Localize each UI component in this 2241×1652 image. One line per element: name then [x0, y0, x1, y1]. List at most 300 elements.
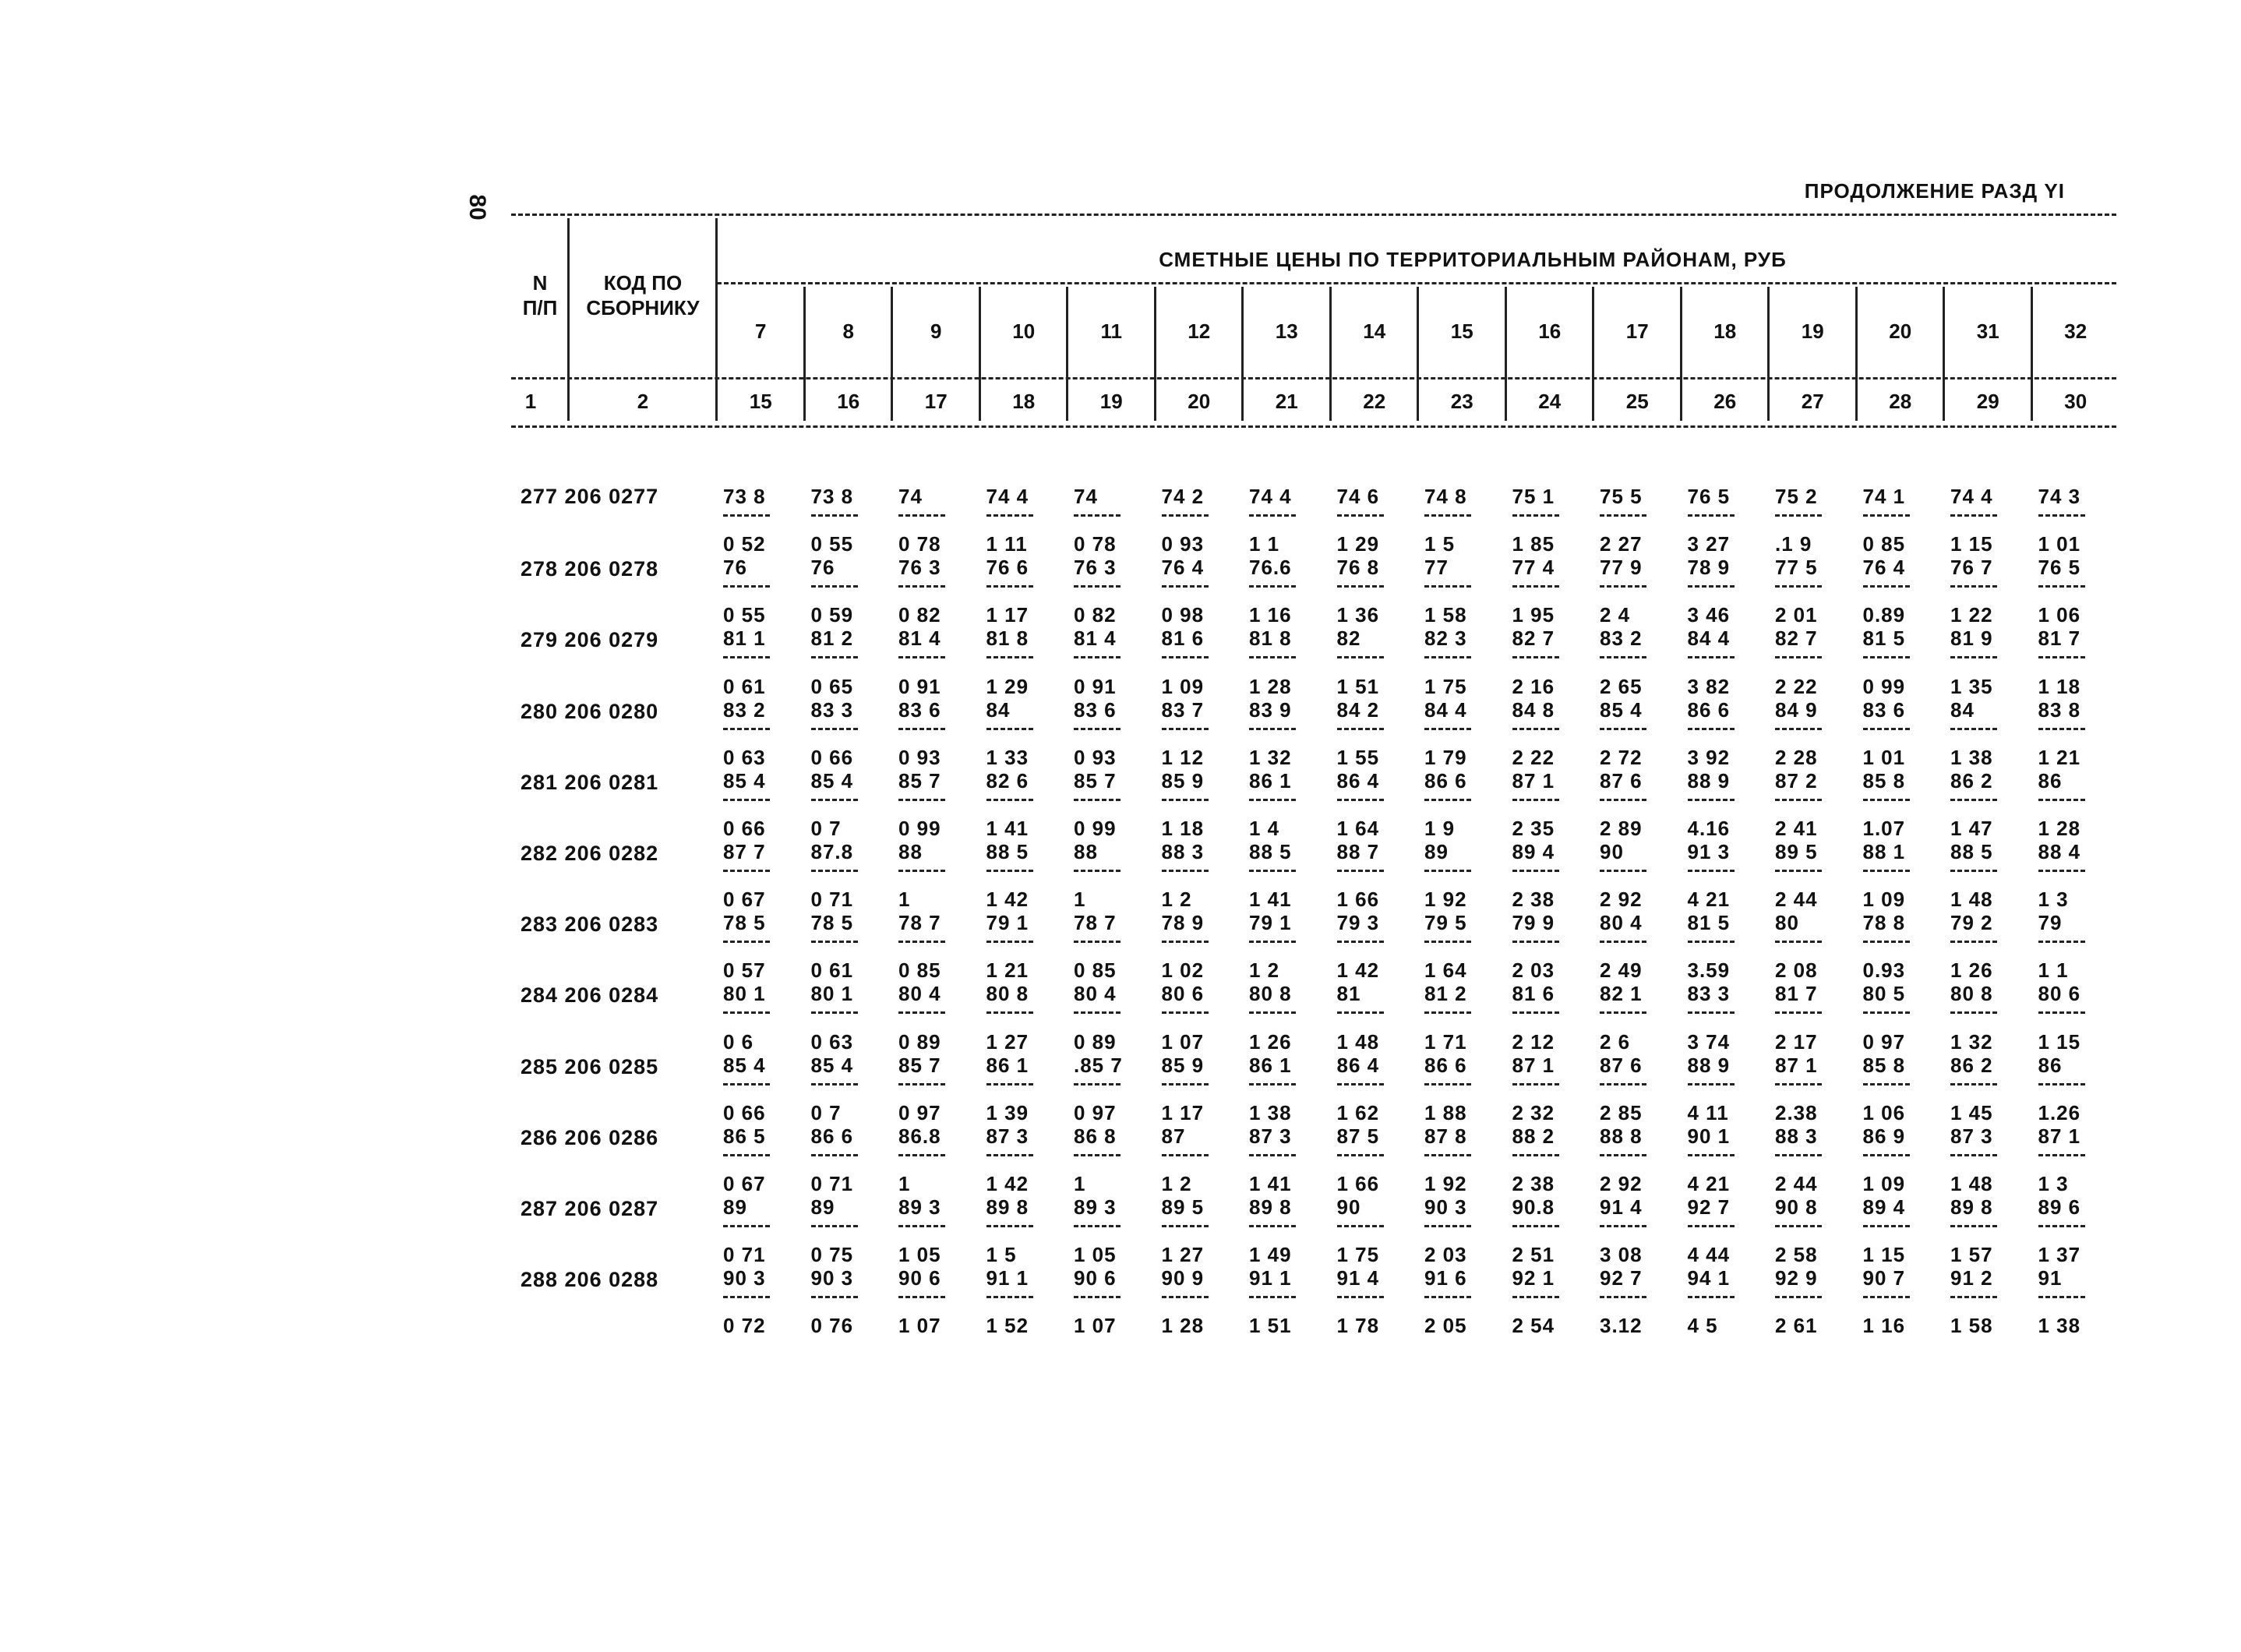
price-value: 85 8 [1862, 1053, 1906, 1077]
value-separator [1600, 1225, 1646, 1227]
price-value: 75 2 [1775, 485, 1818, 508]
value-separator [986, 941, 1033, 943]
coefficient-value: 1 9 [1424, 817, 1456, 840]
value-separator [1950, 1011, 1997, 1014]
value-separator [1512, 870, 1559, 872]
price-value: 87 [1161, 1124, 1186, 1148]
value-separator [898, 1011, 945, 1014]
price-value: 84 4 [1424, 697, 1467, 722]
value-separator [1074, 1154, 1120, 1156]
price-value: 74 8 [1424, 485, 1467, 508]
coefficient-value: 2 54 [1512, 1314, 1555, 1338]
price-value: 91 6 [1424, 1266, 1467, 1290]
price-value: 92 9 [1775, 1266, 1818, 1290]
coefficient-value: 1 32 [1249, 745, 1292, 769]
price-value: 86 1 [986, 1053, 1029, 1077]
coefficient-value: 2 03 [1424, 1243, 1467, 1267]
coefficient-value: 2 72 [1600, 745, 1643, 769]
value-separator [986, 656, 1033, 658]
value-separator [723, 1296, 770, 1298]
coefficient-value: 1 15 [1950, 532, 1993, 556]
district-16: 16 [1538, 319, 1562, 343]
value-separator [1688, 728, 1735, 730]
value-separator [898, 514, 945, 517]
price-value: 88 7 [1336, 840, 1380, 863]
price-value: 83 3 [1687, 982, 1731, 1006]
price-value: 83 2 [723, 697, 766, 722]
value-separator [1337, 728, 1384, 730]
value-separator [1074, 1083, 1120, 1085]
price-value: 90 [1336, 1195, 1361, 1219]
price-value: 90 [1600, 840, 1624, 863]
value-separator [1775, 1154, 1822, 1156]
coefficient-value: 2 49 [1600, 958, 1643, 983]
price-value: 91 [2038, 1266, 2063, 1290]
value-separator [723, 514, 770, 517]
coefficient-value: 2 41 [1775, 817, 1818, 840]
price-value: 80 4 [898, 982, 941, 1006]
value-separator [723, 870, 770, 872]
price-value: 88 3 [1775, 1124, 1818, 1148]
value-separator [2038, 941, 2085, 943]
price-value: 80 8 [986, 982, 1029, 1006]
price-value: 87 1 [1512, 1053, 1555, 1077]
value-separator [1249, 870, 1296, 872]
price-value: 89 5 [1161, 1195, 1205, 1219]
coefficient-value: 1 49 [1249, 1243, 1292, 1267]
value-separator [2038, 728, 2085, 730]
coefficient-value: 1 07 [1074, 1314, 1117, 1338]
colnum-24: 24 [1538, 390, 1562, 413]
price-value: 78 9 [1687, 556, 1731, 580]
coefficient-value: 2 01 [1775, 603, 1818, 627]
price-value: 85 7 [898, 1053, 941, 1077]
coefficient-value: 0 75 [810, 1243, 854, 1267]
price-value: 86 6 [1687, 697, 1731, 722]
price-value: 82 3 [1424, 627, 1467, 651]
coefficient-value: 1 85 [1512, 532, 1555, 556]
value-separator [1775, 1225, 1822, 1227]
price-value: 80 8 [1950, 982, 1993, 1006]
price-value: 77 4 [1512, 556, 1555, 580]
price-value: 81 7 [2038, 627, 2081, 651]
value-separator [1249, 1083, 1296, 1085]
coefficient-value: 0 67 [723, 888, 766, 912]
coefficient-value: 1 38 [1249, 1100, 1292, 1124]
coefficient-value: 4.16 [1687, 817, 1731, 840]
coefficient-value: 1 66 [1336, 888, 1380, 912]
coefficient-value: 1 05 [898, 1243, 941, 1267]
coefficient-value: 0 82 [1074, 603, 1117, 627]
coefficient-value: 1 1 [2038, 958, 2069, 983]
price-value: 90 7 [1862, 1266, 1906, 1290]
value-separator [898, 1083, 945, 1085]
price-value: 81 2 [1424, 982, 1467, 1006]
value-separator [1512, 799, 1559, 801]
coefficient-value: 0 7 [810, 1100, 842, 1124]
value-separator [1512, 941, 1559, 943]
coefficient-value: 1 32 [1950, 1029, 1993, 1054]
coefficient-value: 4 11 [1687, 1100, 1729, 1124]
coefficient-value: 2 28 [1775, 745, 1818, 769]
coefficient-value: 1 75 [1336, 1243, 1380, 1267]
coefficient-value: 1 71 [1424, 1029, 1467, 1054]
price-value: 89 8 [1249, 1195, 1292, 1219]
row-label: 286 206 0286 [521, 1125, 659, 1149]
price-value: 86 [2038, 1053, 2063, 1077]
price-value: 74 3 [2038, 485, 2081, 508]
coefficient-value: 0 55 [723, 603, 766, 627]
price-value: 76 6 [986, 556, 1029, 580]
price-value: 88 [898, 840, 923, 863]
price-value: 91 4 [1600, 1195, 1643, 1219]
row-label: 285 206 0285 [521, 1054, 659, 1078]
price-value: 87 3 [1249, 1124, 1292, 1148]
price-value: 88 5 [986, 840, 1029, 863]
value-separator [1424, 1083, 1471, 1085]
value-separator [1688, 1083, 1735, 1085]
coefficient-value: 2 92 [1600, 888, 1643, 912]
value-separator [1512, 728, 1559, 730]
price-value: 89 [1424, 840, 1449, 863]
value-separator [986, 1154, 1033, 1156]
colnum-15: 15 [749, 390, 772, 413]
coefficient-value: 1 [898, 1172, 911, 1195]
value-separator [1600, 870, 1646, 872]
value-separator [1600, 656, 1646, 658]
coefficient-value: 0 97 [1074, 1100, 1117, 1124]
value-separator [1600, 1154, 1646, 1156]
price-value: 88 2 [1512, 1124, 1555, 1148]
value-separator [1249, 1154, 1296, 1156]
coefficient-value: 1 [1074, 1172, 1086, 1195]
colnum-18: 18 [1012, 390, 1036, 413]
coefficient-value: 3 82 [1687, 674, 1731, 698]
value-separator [811, 1154, 858, 1156]
price-value: 81 5 [1687, 911, 1731, 935]
np-label-2: П/П [522, 296, 558, 319]
coefficient-value: 1 55 [1336, 745, 1380, 769]
value-separator [986, 1296, 1033, 1298]
price-value: 85 9 [1161, 1053, 1205, 1077]
price-value: 87 1 [1512, 768, 1555, 792]
price-value: 82 [1336, 627, 1361, 651]
price-value: 79 3 [1336, 911, 1380, 935]
coefficient-value: 1 48 [1950, 888, 1993, 912]
price-value: 82 1 [1600, 982, 1643, 1006]
value-separator [1863, 1225, 1910, 1227]
value-separator [2038, 799, 2085, 801]
district-15: 15 [1450, 319, 1473, 343]
price-value: 80 1 [810, 982, 854, 1006]
price-value: 85 7 [1074, 768, 1117, 792]
price-value: 80 8 [1249, 982, 1292, 1006]
coefficient-value: 1 51 [1336, 674, 1380, 698]
price-value: 77 9 [1600, 556, 1643, 580]
price-value: 80 5 [1862, 982, 1906, 1006]
price-value: 88 4 [2038, 840, 2081, 863]
value-separator [811, 1296, 858, 1298]
coefficient-value: 0 98 [1161, 603, 1205, 627]
rule-mid [511, 377, 2116, 379]
coefficient-value: 2 05 [1424, 1314, 1467, 1338]
value-separator [723, 1225, 770, 1227]
value-separator [2038, 514, 2085, 517]
price-value: 88 5 [1249, 840, 1292, 863]
value-separator [1600, 585, 1646, 588]
value-separator [1688, 1154, 1735, 1156]
value-separator [1162, 1011, 1209, 1014]
coefficient-value: 1 18 [1161, 817, 1205, 840]
value-separator [1512, 1296, 1559, 1298]
coefficient-value: 2 89 [1600, 817, 1643, 840]
coefficient-value: 2 38 [1512, 888, 1555, 912]
coefficient-value: 3 92 [1687, 745, 1731, 769]
value-separator [1775, 1083, 1822, 1085]
value-separator [1950, 514, 1997, 517]
value-separator [1600, 1083, 1646, 1085]
value-separator [1775, 870, 1822, 872]
coefficient-value: 2 92 [1600, 1172, 1643, 1195]
value-separator [1688, 585, 1735, 588]
district-9: 9 [930, 319, 942, 343]
colnum-27: 27 [1801, 390, 1824, 413]
district-19: 19 [1801, 319, 1824, 343]
price-value: 76 4 [1862, 556, 1906, 580]
price-value: 87 3 [1950, 1124, 1993, 1148]
price-value: 83 6 [1862, 697, 1906, 722]
price-value: 90 3 [810, 1266, 854, 1290]
coefficient-value: 1 21 [986, 958, 1029, 983]
rule-top [511, 214, 2116, 216]
value-separator [1249, 1011, 1296, 1014]
value-separator [1512, 656, 1559, 658]
value-separator [1424, 514, 1471, 517]
price-value: 85 4 [723, 768, 766, 792]
coefficient-value: 1 02 [1161, 958, 1205, 983]
price-value: 91 1 [986, 1266, 1029, 1290]
price-value: 83 9 [1249, 697, 1292, 722]
price-value: 86 1 [1249, 768, 1292, 792]
code-label-1: КОД ПО [603, 271, 683, 295]
coefficient-value: 0 57 [723, 958, 766, 983]
coefficient-value: 3 74 [1687, 1029, 1731, 1054]
coefficient-value: 2.38 [1775, 1100, 1818, 1124]
value-separator [1249, 799, 1296, 801]
value-separator [1950, 1154, 1997, 1156]
district-14: 14 [1363, 319, 1386, 343]
coefficient-value: 1 64 [1424, 958, 1467, 983]
price-value: 84 2 [1336, 697, 1380, 722]
value-separator [1863, 728, 1910, 730]
coefficient-value: 0 85 [898, 958, 941, 983]
np-label-1: N [532, 271, 548, 295]
price-value: 87 2 [1775, 768, 1818, 792]
coefficient-value: 1 58 [1950, 1314, 1993, 1338]
district-12: 12 [1188, 319, 1211, 343]
price-value: 81 8 [1249, 627, 1292, 651]
value-separator [811, 799, 858, 801]
coefficient-value: 0 85 [1862, 532, 1906, 556]
price-value: 83 6 [898, 697, 941, 722]
value-separator [811, 656, 858, 658]
price-value: 90 6 [898, 1266, 941, 1290]
price-value: 74 [1074, 485, 1098, 508]
coefficient-value: 3 46 [1687, 603, 1731, 627]
colnum-22: 22 [1363, 390, 1386, 413]
value-separator [811, 1225, 858, 1227]
value-separator [1863, 514, 1910, 517]
price-value: 79 1 [1249, 911, 1292, 935]
coefficient-value: 1 01 [2038, 532, 2081, 556]
coefficient-value: 1 27 [986, 1029, 1029, 1054]
value-separator [1950, 941, 1997, 943]
coefficient-value: 1 26 [1249, 1029, 1292, 1054]
value-separator [1074, 870, 1120, 872]
coefficient-value: 1 75 [1424, 674, 1467, 698]
coefficient-value: 1 35 [1950, 674, 1993, 698]
value-separator [898, 1296, 945, 1298]
coefficient-value: 2 38 [1512, 1172, 1555, 1195]
coefficient-value: 4 21 [1687, 1172, 1731, 1195]
value-separator [1950, 1296, 1997, 1298]
value-separator [1337, 1011, 1384, 1014]
coefficient-value: 1 57 [1950, 1243, 1993, 1267]
value-separator [1249, 514, 1296, 517]
coefficient-value: 1 38 [1950, 745, 1993, 769]
value-separator [1950, 870, 1997, 872]
value-separator [1863, 870, 1910, 872]
price-value: 85 9 [1161, 768, 1205, 792]
price-value: 89 5 [1775, 840, 1818, 863]
coefficient-value: 2 85 [1600, 1100, 1643, 1124]
coefficient-value: 2 16 [1512, 674, 1555, 698]
coefficient-value: 0 63 [723, 745, 766, 769]
value-separator [1162, 656, 1209, 658]
price-value: 86 1 [1249, 1053, 1292, 1077]
coefficient-value: 1 92 [1424, 1172, 1467, 1195]
coefficient-value: 1 07 [1161, 1029, 1205, 1054]
coefficient-value: 1 07 [898, 1314, 941, 1338]
price-value: 77 [1424, 556, 1449, 580]
coefficient-value: 2 22 [1775, 674, 1818, 698]
value-separator [1074, 799, 1120, 801]
price-value: 88 [1074, 840, 1098, 863]
price-value: 76 3 [898, 556, 941, 580]
value-separator [1337, 585, 1384, 588]
value-separator [1688, 1296, 1735, 1298]
value-separator [1249, 941, 1296, 943]
value-separator [1688, 1011, 1735, 1014]
value-separator [986, 1011, 1033, 1014]
value-separator [1162, 870, 1209, 872]
value-separator [1950, 1083, 1997, 1085]
coefficient-value: 1 16 [1862, 1314, 1906, 1338]
price-value: 87 8 [1424, 1124, 1467, 1148]
value-separator [723, 1083, 770, 1085]
coefficient-value: 0 93 [898, 745, 941, 769]
district-18: 18 [1713, 319, 1737, 343]
value-separator [1162, 585, 1209, 588]
price-value: 87 6 [1600, 768, 1643, 792]
price-value: 81 6 [1161, 627, 1205, 651]
coefficient-value: 1 38 [2038, 1314, 2081, 1338]
value-separator [1775, 799, 1822, 801]
district-20: 20 [1889, 319, 1912, 343]
colnum-20: 20 [1188, 390, 1211, 413]
district-11: 11 [1100, 319, 1122, 343]
value-separator [1424, 799, 1471, 801]
value-separator [723, 799, 770, 801]
coefficient-value: 1 42 [1336, 958, 1380, 983]
price-value: 81 4 [1074, 627, 1117, 651]
value-separator [986, 870, 1033, 872]
coefficient-value: 1.07 [1862, 817, 1906, 840]
price-value: 76.6 [1249, 556, 1292, 580]
coefficient-value: 1 16 [1249, 603, 1292, 627]
price-value: 86 8 [1074, 1124, 1117, 1148]
value-separator [1775, 1011, 1822, 1014]
value-separator [1775, 514, 1822, 517]
coefficient-value: 1 92 [1424, 888, 1467, 912]
coefficient-value: 2 51 [1512, 1243, 1555, 1267]
value-separator [1600, 1296, 1646, 1298]
colnum-29: 29 [1976, 390, 1999, 413]
coefficient-value: 0 52 [723, 532, 766, 556]
coefficient-value: 1 79 [1424, 745, 1467, 769]
value-separator [723, 941, 770, 943]
price-value: 82 7 [1512, 627, 1555, 651]
price-value: 84 [986, 697, 1011, 722]
value-separator [898, 585, 945, 588]
value-separator [1688, 514, 1735, 517]
coefficient-value: 1 2 [1161, 888, 1192, 912]
value-separator [1162, 1083, 1209, 1085]
price-value: 90 3 [723, 1266, 766, 1290]
coefficient-value: 1 22 [1950, 603, 1993, 627]
price-value: 85 8 [1862, 768, 1906, 792]
coefficient-value: 1 09 [1862, 888, 1906, 912]
price-value: 79 2 [1950, 911, 1993, 935]
value-separator [811, 870, 858, 872]
value-separator [1512, 1083, 1559, 1085]
code-label-2: СБОРНИКУ [586, 296, 700, 319]
price-value: 86 6 [1424, 768, 1467, 792]
district-13: 13 [1275, 319, 1298, 343]
value-separator [1863, 1296, 1910, 1298]
coefficient-value: 0 89 [898, 1029, 941, 1054]
value-separator [1074, 1296, 1120, 1298]
value-separator [2038, 870, 2085, 872]
coefficient-value: 1 58 [1424, 603, 1467, 627]
price-value: 85 4 [1600, 697, 1643, 722]
price-value: 87 5 [1336, 1124, 1380, 1148]
value-separator [1424, 1011, 1471, 1014]
value-separator [1863, 1011, 1910, 1014]
prices-title: СМЕТНЫЕ ЦЕНЫ ПО ТЕРРИТОРИАЛЬНЫМ РАЙОНАМ, РУБ [1159, 248, 1787, 271]
coefficient-value: 1 33 [986, 745, 1029, 769]
coefficient-value: 2 32 [1512, 1100, 1555, 1124]
coefficient-value: 1 5 [986, 1243, 1017, 1267]
coefficient-value: 1 29 [986, 674, 1029, 698]
value-separator [986, 514, 1033, 517]
price-value: 89 4 [1862, 1195, 1906, 1219]
coefficient-value: 1 4 [1249, 817, 1280, 840]
value-separator [2038, 1154, 2085, 1156]
coefficient-value: 1 41 [1249, 1172, 1292, 1195]
price-value: 86 6 [1424, 1053, 1467, 1077]
value-separator [723, 728, 770, 730]
